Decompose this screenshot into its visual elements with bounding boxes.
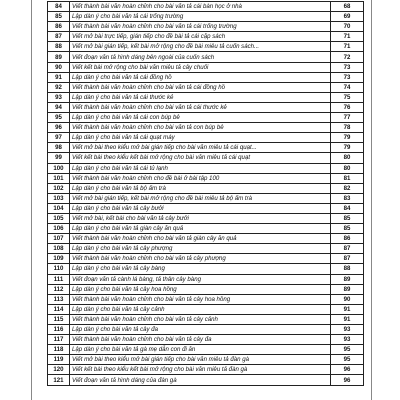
table-row	[48, 92, 364, 102]
table-row	[48, 153, 364, 163]
entry-title: Lập dàn ý cho bài văn tả cây hoa hồng	[70, 284, 331, 294]
entry-page-number: 72	[331, 52, 364, 62]
table-row	[48, 355, 364, 365]
entry-title: Viết mở bài trực tiếp, gián tiếp cho đề bài tả cái cặp sách	[70, 32, 331, 42]
entry-page-number: 74	[331, 82, 364, 92]
entry-page-number: 76	[331, 102, 364, 112]
entry-number: 112	[48, 284, 70, 294]
entry-page-number: 77	[331, 113, 364, 123]
entry-title: Lập dàn ý cho bài văn tả cây phượng	[70, 244, 331, 254]
table-row	[48, 294, 364, 304]
entry-number: 84	[48, 2, 70, 12]
entry-number: 87	[48, 32, 70, 42]
entry-number: 121	[48, 375, 70, 385]
entry-page-number: 75	[331, 92, 364, 102]
entry-title: Lập dàn ý cho bài văn tả cái con búp bê	[70, 113, 331, 123]
table-row	[48, 375, 364, 385]
entry-page-number: 81	[331, 173, 364, 183]
entry-title: Viết mở bài theo kiểu mở bài gián tiếp cho bài văn miêu tả cái quạt...	[70, 143, 331, 153]
entry-number: 92	[48, 82, 70, 92]
entry-number: 106	[48, 224, 70, 234]
entry-number: 102	[48, 183, 70, 193]
table-row	[48, 42, 364, 52]
entry-title: Lập dàn ý cho bài văn tả cái trống trường	[70, 12, 331, 22]
entry-number: 100	[48, 163, 70, 173]
entry-title: Viết kết bài theo kiểu kết bài mở rộng cho bài văn miêu tả cái quạt	[70, 153, 331, 163]
entry-title: Lập dàn ý cho bài văn tả cái đồng hồ	[70, 72, 331, 82]
table-row	[48, 264, 364, 274]
entry-page-number: 79	[331, 143, 364, 153]
entry-page-number: 93	[331, 325, 364, 335]
table-row	[48, 62, 364, 72]
entry-page-number: 73	[331, 62, 364, 72]
entry-number: 116	[48, 325, 70, 335]
entry-title: Viết mở bài, kết bài cho bài văn tả cây bưởi	[70, 213, 331, 223]
entry-title: Lập dàn ý cho bài văn tả gà mẹ dẫn con đi ăn	[70, 345, 331, 355]
entry-page-number: 83	[331, 193, 364, 203]
entry-page-number: 88	[331, 264, 364, 274]
entry-number: 89	[48, 52, 70, 62]
table-row	[48, 224, 364, 234]
table-row	[48, 234, 364, 244]
entry-page-number: 90	[331, 294, 364, 304]
entry-title: Viết đoạn văn tả cành lá bàng, tả thân cây bàng	[70, 274, 331, 284]
table-row	[48, 183, 364, 193]
entry-title: Viết kết bài theo kiểu kết bài mở rộng cho bài văn miêu tả đàn gà	[70, 365, 331, 375]
table-row	[48, 314, 364, 324]
table-row	[48, 72, 364, 82]
entry-number: 115	[48, 314, 70, 324]
entry-title: Viết thành bài văn hoàn chỉnh cho bài văn tả cái đồng hồ	[70, 82, 331, 92]
entry-number: 103	[48, 193, 70, 203]
entry-number: 111	[48, 274, 70, 284]
table-row	[48, 284, 364, 294]
entry-title: Lập dàn ý cho bài văn tả giàn cây ăn quả	[70, 224, 331, 234]
entry-number: 107	[48, 234, 70, 244]
entry-title: Viết thành bài văn hoàn chỉnh cho bài văn tả cái thước kẻ	[70, 102, 331, 112]
table-row	[48, 254, 364, 264]
table-row	[48, 203, 364, 213]
entry-page-number: 70	[331, 22, 364, 32]
entry-number: 88	[48, 42, 70, 52]
entry-title: Viết thành bài văn hoàn chỉnh cho bài văn tả cây hoa hồng	[70, 294, 331, 304]
table-row	[48, 274, 364, 284]
table-row	[48, 163, 364, 173]
entry-page-number: 73	[331, 72, 364, 82]
table-row	[48, 123, 364, 133]
entry-title: Viết mở bài gián tiếp, kết bài mở rộng cho đề bài miêu tả bộ ấm trà	[70, 193, 331, 203]
entry-title: Viết thành bài văn hoàn chỉnh cho bài văn tả cây phượng	[70, 254, 331, 264]
toc-body	[48, 2, 364, 386]
entry-page-number: 91	[331, 314, 364, 324]
entry-page-number: 85	[331, 213, 364, 223]
document-page	[31, 0, 372, 400]
entry-title: Viết đoạn văn tả hình dáng bên ngoài của cuốn sách	[70, 52, 331, 62]
entry-number: 98	[48, 143, 70, 153]
table-row	[48, 113, 364, 123]
table-row	[48, 12, 364, 22]
entry-page-number: 71	[331, 32, 364, 42]
entry-number: 110	[48, 264, 70, 274]
table-row	[48, 133, 364, 143]
entry-page-number: 85	[331, 224, 364, 234]
entry-title: Viết thành bài văn hoàn chỉnh cho bài văn tả cây cảnh	[70, 314, 331, 324]
entry-number: 104	[48, 203, 70, 213]
table-row	[48, 193, 364, 203]
entry-page-number: 69	[331, 12, 364, 22]
entry-title: Lập dàn ý cho bài văn tả cây bưởi	[70, 203, 331, 213]
entry-title: Lập dàn ý cho bài văn tả cây cảnh	[70, 304, 331, 314]
table-row	[48, 32, 364, 42]
entry-title: Viết thành bài văn hoàn chỉnh cho bài văn tả con búp bê	[70, 123, 331, 133]
table-row	[48, 173, 364, 183]
entry-number: 97	[48, 133, 70, 143]
entry-title: Viết kết bài mở rộng cho bài văn miêu tả cây chuối	[70, 62, 331, 72]
entry-number: 93	[48, 92, 70, 102]
entry-number: 94	[48, 102, 70, 112]
entry-number: 117	[48, 335, 70, 345]
entry-page-number: 93	[331, 335, 364, 345]
entry-title: Viết thành bài văn hoàn chỉnh cho bài văn tả cái bàn học ở nhà	[70, 2, 331, 12]
entry-title: Viết thành bài văn hoàn chỉnh cho bài văn tả cái trống trường	[70, 22, 331, 32]
table-row	[48, 365, 364, 375]
table-row	[48, 52, 364, 62]
entry-title: Viết thành bài văn hoàn chỉnh cho bài văn tả giàn cây ăn quả	[70, 234, 331, 244]
table-row	[48, 244, 364, 254]
entry-title: Lập dàn ý cho bài văn tả cái tủ lạnh	[70, 163, 331, 173]
entry-title: Lập dàn ý cho bài văn tả cái quạt máy	[70, 133, 331, 143]
entry-number: 90	[48, 62, 70, 72]
table-row	[48, 335, 364, 345]
entry-page-number: 79	[331, 133, 364, 143]
entry-page-number: 95	[331, 345, 364, 355]
entry-page-number: 82	[331, 183, 364, 193]
entry-page-number: 68	[331, 2, 364, 12]
table-row	[48, 82, 364, 92]
entry-page-number: 87	[331, 254, 364, 264]
entry-title: Viết mở bài theo kiểu mở bài gián tiếp cho bài văn miêu tả đàn gà	[70, 355, 331, 365]
entry-number: 95	[48, 113, 70, 123]
entry-number: 109	[48, 254, 70, 264]
table-row	[48, 345, 364, 355]
entry-title: Viết thành bài văn hoàn chỉnh cho đề bài ở bài tập 100	[70, 173, 331, 183]
entry-page-number: 80	[331, 153, 364, 163]
entry-number: 120	[48, 365, 70, 375]
table-row	[48, 304, 364, 314]
entry-number: 118	[48, 345, 70, 355]
entry-number: 86	[48, 22, 70, 32]
entry-page-number: 86	[331, 234, 364, 244]
table-row	[48, 213, 364, 223]
entry-page-number: 84	[331, 203, 364, 213]
entry-title: Lập dàn ý cho bài văn tả cây đa	[70, 325, 331, 335]
entry-page-number: 89	[331, 274, 364, 284]
entry-number: 105	[48, 213, 70, 223]
entry-title: Viết thành bài văn hoàn chỉnh cho bài văn tả cây đa	[70, 335, 331, 345]
entry-number: 114	[48, 304, 70, 314]
table-row	[48, 143, 364, 153]
table-row	[48, 102, 364, 112]
table-row	[48, 22, 364, 32]
entry-page-number: 89	[331, 284, 364, 294]
entry-page-number: 87	[331, 244, 364, 254]
entry-number: 101	[48, 173, 70, 183]
entry-page-number: 78	[331, 123, 364, 133]
entry-page-number: 80	[331, 163, 364, 173]
entry-number: 108	[48, 244, 70, 254]
entry-number: 113	[48, 294, 70, 304]
entry-page-number: 91	[331, 304, 364, 314]
entry-number: 85	[48, 12, 70, 22]
entry-title: Lập dàn ý cho bài văn tả cây bàng	[70, 264, 331, 274]
entry-number: 96	[48, 123, 70, 133]
table-row	[48, 325, 364, 335]
entry-title: Lập dàn ý cho bài văn tả cái thước kẻ	[70, 92, 331, 102]
entry-number: 91	[48, 72, 70, 82]
entry-title: Lập dàn ý cho bài văn tả bộ ấm trà	[70, 183, 331, 193]
table-row	[48, 2, 364, 12]
entry-page-number: 71	[331, 42, 364, 52]
entry-title: Viết đoạn văn tả hình dáng của đàn gà	[70, 375, 331, 385]
entry-page-number: 96	[331, 375, 364, 385]
entry-number: 99	[48, 153, 70, 163]
entry-page-number: 95	[331, 355, 364, 365]
entry-number: 119	[48, 355, 70, 365]
table-of-contents	[47, 1, 364, 386]
entry-title: Viết mở bài gián tiếp, kết bài mở rộng cho đề bài miêu tả cuốn sách...	[70, 42, 331, 52]
entry-page-number: 96	[331, 365, 364, 375]
